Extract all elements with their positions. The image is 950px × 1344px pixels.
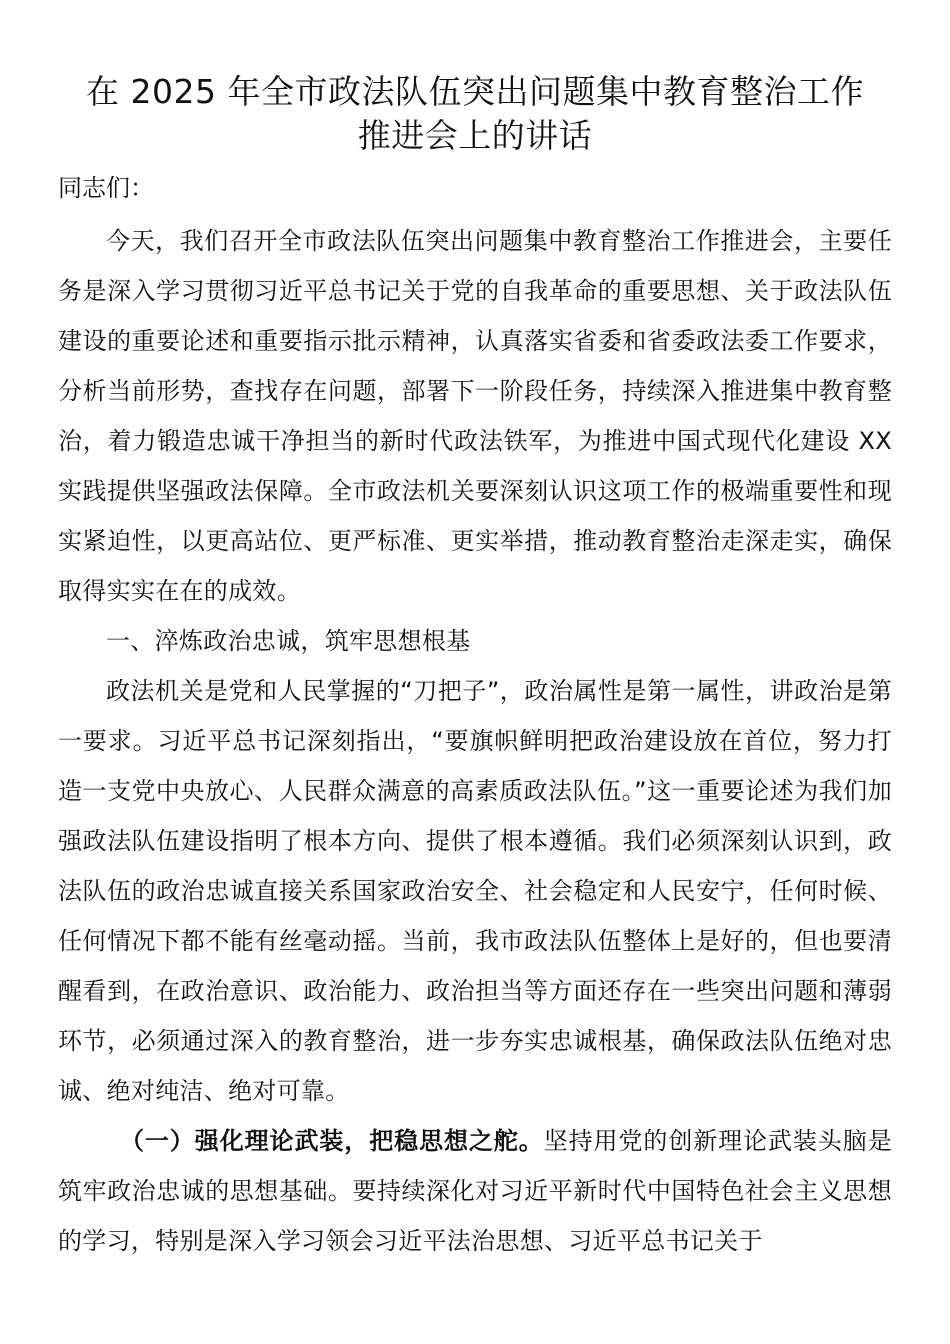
greeting: 同志们： — [58, 174, 154, 202]
section-heading: 一、淬炼政治忠诚，筑牢思想根基 — [106, 627, 471, 655]
subsection-paragraph — [58, 1116, 892, 1266]
intro-paragraph: 今天，我们召开全市政法队伍突出问题集中教育整治工作推进会，主要任务是深入学习贯彻习近平总书记关于党的自我革命的重要思想、关于政法队伍建设的重要论述和重要指示批示精神，认真落实省委和省委政法委工作要求，分析当前形势，查找存在问题，部署下一阶段任务，持续深入推进集中教育整治，着力锻造忠诚干净担当的新时代政法铁军，为推进中国式现代化建设 XX 实践提供坚强政法保障。全市政法机关要深刻认识这项工作的极端重要性和现实紧迫性，以更高站位、更严标准、更实举措，推动教育整治走深走实，确保取得实实在在的成效。 — [58, 227, 892, 605]
document-page — [58, 70, 892, 1266]
title-line-2: 推进会上的讲话 — [357, 116, 593, 155]
subsection-body: 坚持用党的创新理论武装头脑是筑牢政治忠诚的思想基础。要持续深化对习近平新时代中国特色社会主义思想的学习，特别是深入学习领会习近平法治思想、习近平总书记关于 — [58, 1127, 892, 1255]
title-line-1: 在 2025 年全市政法队伍突出问题集中教育整治工作 — [86, 72, 864, 111]
section-paragraph: 政法机关是党和人民掌握的“刀把子”，政治属性是第一属性，讲政治是第一要求。习近平总书记深刻指出，“要旗帜鲜明把政治建设放在首位，努力打造一支党中央放心、人民群众满意的高素质政法队伍。”这一重要论述为我们加强政法队伍建设指明了根本方向、提供了根本遵循。我们必须深刻认识到，政法队伍的政治忠诚直接关系国家政治安全、社会稳定和人民安宁，任何时候、任何情况下都不能有丝毫动摇。当前，我市政法队伍整体上是好的，但也要清醒看到，在政治意识、政治能力、政治担当等方面还存在一些突出问题和薄弱环节，必须通过深入的教育整治，进一步夯实忠诚根基，确保政法队伍绝对忠诚、绝对纯洁、绝对可靠。 — [58, 677, 892, 1105]
document-title — [58, 70, 892, 158]
subsection-heading: （一）强化理论武装，把稳思想之舵。 — [120, 1127, 544, 1155]
